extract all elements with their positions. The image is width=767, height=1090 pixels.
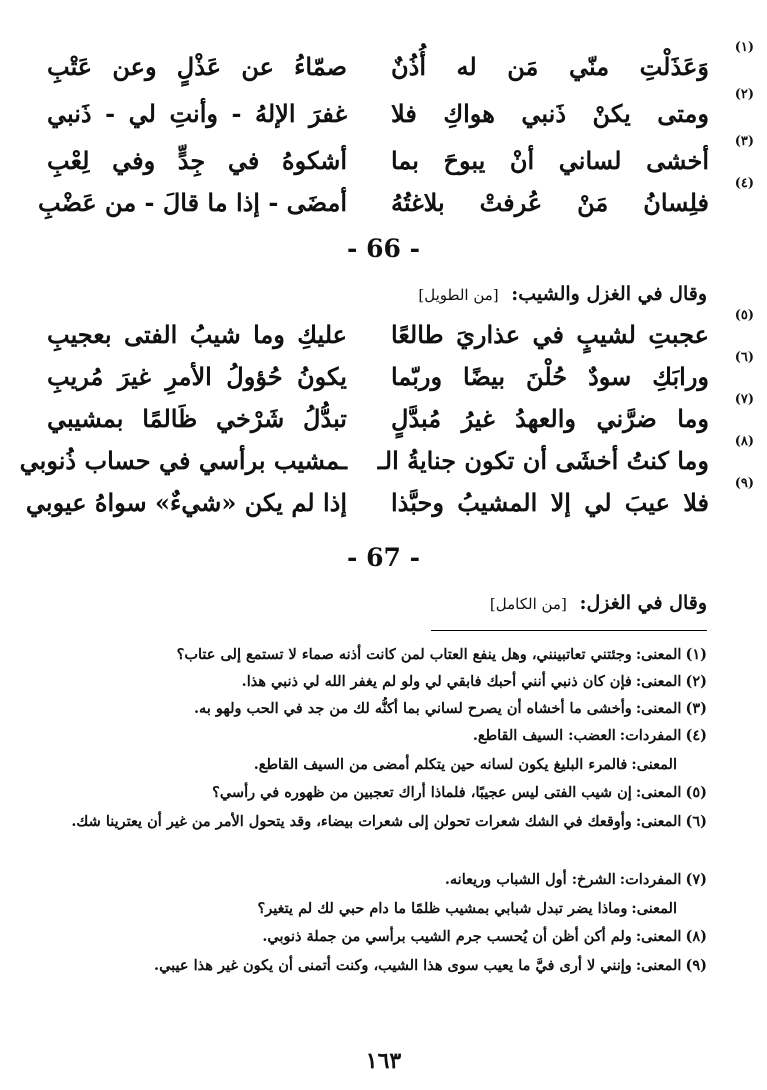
footnote-number: (٧) xyxy=(685,871,707,888)
footnote-number: (٩) xyxy=(685,957,707,974)
footnote-marker: (٦) xyxy=(734,350,754,365)
verse xyxy=(47,87,754,137)
footnote-number: (٨) xyxy=(685,928,707,945)
footnote-text: وأخشى ما أخشاه أن يصرح لساني بما أكنُّه لك من جد في الحب ولهو به. xyxy=(194,700,632,717)
page-number: ١٦٣ xyxy=(365,1048,402,1074)
footnote-number: (٦) xyxy=(685,813,707,830)
footnote-marker: (٥) xyxy=(734,308,754,323)
footnote xyxy=(59,925,707,948)
footnote-number: (١) xyxy=(685,646,707,663)
footnote xyxy=(59,724,707,747)
footnote xyxy=(59,868,707,891)
footnote-label: المعنى: xyxy=(631,756,677,773)
footnote-label: المعنى: xyxy=(635,673,682,690)
verse-hemistich-first: ومتى يكنْ ذَنبي هواكِ فلا xyxy=(391,99,709,128)
footnote-label: المعنى: xyxy=(635,957,682,974)
verse xyxy=(47,350,754,400)
footnote xyxy=(59,781,707,804)
footnote-text: فالمرء البليغ يكون لسانه حين يتكلم أمضى من السيف القاطع. xyxy=(253,756,628,773)
verse xyxy=(47,392,754,442)
footnote-marker: (٢) xyxy=(734,87,754,102)
footnote-text: فإن كان ذنبي أنني أحبك فابقي لي ولو لم يغفر الله لي ذنبي هذا. xyxy=(241,673,632,690)
intro-text: وقال في الغزل: xyxy=(579,592,707,614)
footnote-marker: (٨) xyxy=(734,434,754,449)
footnote-text: إن شيب الفتى ليس عجيبًا، فلماذا أراك تعجبين من ظهوره في رأسي؟ xyxy=(212,784,632,801)
intro-text: وقال في الغزل والشيب: xyxy=(511,283,707,305)
footnote-text: وإنني لا أرى فيَّ ما يعيب سوى هذا الشيب، وكنت أتمنى أن يكون غير هذا عيبي. xyxy=(154,957,632,974)
footnote-text: وجئتني تعاتبينني، وهل ينفع العتاب لمن كانت أذنه صماء لا تستمع إلى عتاب؟ xyxy=(176,646,632,663)
footnote-divider xyxy=(431,630,707,631)
footnote-text: وماذا يضر تبدل شبابي بمشيب ظلمًا ما دام حبي لك لم يتغير؟ xyxy=(257,900,628,917)
footnote xyxy=(59,697,707,720)
verse-hemistich-second: تبدُّلُ شَرْخي ظَالمًا بمشيبي xyxy=(47,404,347,433)
meter-label: [من الكامل] xyxy=(489,595,567,613)
verse-hemistich-first: فلِسانُ مَنْ عُرفتْ بلاغتُهُ xyxy=(391,188,709,217)
verse xyxy=(38,176,754,226)
verse-hemistich-first: ورابَكِ سودٌ حُلْنَ بيضًا وربّما xyxy=(391,362,709,391)
verse xyxy=(47,40,754,90)
verse-hemistich-first: أخشى لساني أنْ يبوحَ بما xyxy=(391,146,709,175)
footnote-label: المفردات: xyxy=(619,727,682,744)
footnote-number: (٥) xyxy=(685,784,707,801)
footnote xyxy=(59,954,707,1000)
verse-hemistich-first: وما كنتُ أخشَى أن تكون جنايةُ الـ xyxy=(377,446,709,475)
footnote xyxy=(59,753,677,776)
verse-hemistich-first: فلا عيبَ لي إلا المشيبُ وحبَّذا xyxy=(391,488,709,517)
footnote xyxy=(59,670,707,693)
footnote-marker: (٤) xyxy=(734,176,754,191)
verse-hemistich-second: عليكِ وما شيبُ الفتى بعجيبِ xyxy=(47,320,347,349)
section-number: - 67 - xyxy=(347,543,420,572)
verse-hemistich-second: أمضَى - إذا ما قالَ - من عَضْبِ xyxy=(38,188,347,217)
footnote-text: ولم أكن أظن أن يُحسب جرم الشيب برأسي من جملة ذنوبي. xyxy=(262,928,632,945)
verse xyxy=(47,134,754,184)
footnote-marker: (٩) xyxy=(734,476,754,491)
footnote-label: المعنى: xyxy=(635,784,682,801)
verse-hemistich-first: عجبتِ لشيبٍ في عذاريَ طالعًا xyxy=(391,320,709,349)
footnote-marker: (٣) xyxy=(734,134,754,149)
verse-hemistich-first: وما ضرَّني والعهدُ غيرُ مُبدَّلٍ xyxy=(391,404,709,433)
footnote-label: المعنى: xyxy=(631,900,677,917)
footnote-label: المعنى: xyxy=(635,700,682,717)
verse xyxy=(19,434,754,484)
footnote-text: وأوقعك في الشك شعرات تحولن إلى شعرات بيضاء، وقد يتحول الأمر من غير أن يعترينا شك. xyxy=(71,813,632,830)
verse-hemistich-second: أشكوهُ في جِدٍّ وفي لِعْبِ xyxy=(47,146,347,175)
verse-hemistich-second: ـمشيب برأسي في حساب ذُنوبي xyxy=(19,446,347,475)
section-intro xyxy=(490,592,707,614)
verse-hemistich-second: إذا لم يكن «شيءٌ» سواهُ عيوبي xyxy=(25,488,347,517)
footnote xyxy=(59,643,707,666)
footnote-label: المفردات: xyxy=(619,871,682,888)
verse-hemistich-first: وَعَذَلْتِ منّي مَن له أُذُنٌ xyxy=(391,52,709,81)
footnote xyxy=(59,897,677,920)
footnote-marker: (٧) xyxy=(734,392,754,407)
footnote-number: (٤) xyxy=(685,727,707,744)
verse xyxy=(47,308,754,358)
footnote-text: العضب: السيف القاطع. xyxy=(472,727,616,744)
section-intro xyxy=(418,283,707,305)
footnote-number: (٢) xyxy=(685,673,707,690)
footnote-text: الشرخ: أول الشباب وريعانه. xyxy=(444,871,616,888)
meter-label: [من الطويل] xyxy=(418,286,499,304)
footnote-label: المعنى: xyxy=(635,646,682,663)
footnote xyxy=(59,810,707,856)
verse-hemistich-second: صمّاءُ عن عَذْلٍ وعن عَتْبِ xyxy=(47,52,347,81)
footnote-label: المعنى: xyxy=(635,928,682,945)
verse-hemistich-second: يكونُ حُؤولُ الأمرِ غيرَ مُريبِ xyxy=(47,362,347,391)
footnote-number: (٣) xyxy=(685,700,707,717)
section-number: - 66 - xyxy=(347,234,420,263)
verse-hemistich-second: غفرَ الإلهُ - وأنتِ لي - ذَنبي xyxy=(47,99,347,128)
footnote-marker: (١) xyxy=(734,40,754,55)
verse xyxy=(25,476,754,526)
footnote-label: المعنى: xyxy=(635,813,682,830)
